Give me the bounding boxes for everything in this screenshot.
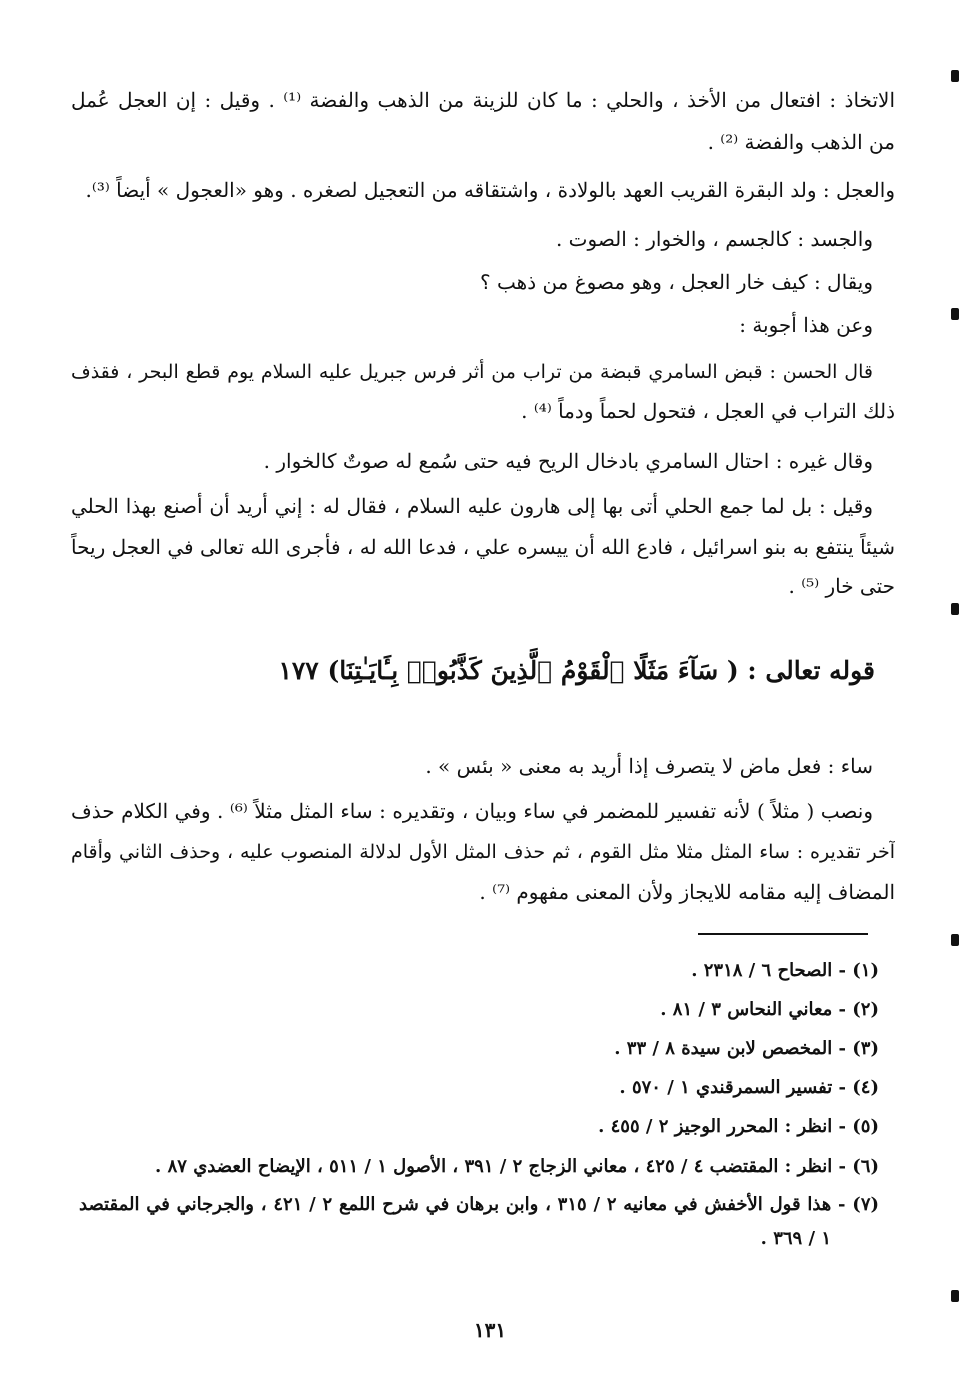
text-line: وعن هذا أجوبة : bbox=[739, 313, 873, 337]
binding-mark bbox=[951, 1290, 959, 1302]
footnote: (٧) - هذا قول الأخفش في معانيه ٢ / ٣١٥ ، وابن برهان في شرح اللمع ٢ / ٤٢١ ، والجرجاني في المقتصد bbox=[79, 1194, 879, 1215]
text-line: ونصب ( مثلاً ) لأنه تفسير للمضمر في ساء وبيان ، وتقديره : ساء المثل مثلاً ⁽⁶⁾ . وفي الكلام حذف bbox=[71, 799, 873, 823]
footnote: (٦) - انظر : المقتضب ٤ / ٤٢٥ ، معاني الزجاج ٢ / ٣٩١ ، الأصول ١ / ٥١١ ، الإيضاح العضدي ٨٧ . bbox=[155, 1156, 879, 1177]
footnote: (٢) - معاني النحاس ٣ / ٨١ . bbox=[660, 999, 879, 1020]
footnote: (٥) - انظر : المحرر الوجيز ٢ / ٤٥٥ . bbox=[598, 1116, 879, 1137]
binding-mark bbox=[951, 603, 959, 615]
text-line: قال الحسن : قبض السامري قبضة من تراب من أثر فرس جبريل عليه السلام يوم قطع البحر ، فقذف bbox=[71, 361, 873, 383]
text-line: والعجل : ولد البقرة القريب العهد بالولادة ، واشتقاقه من التعجيل لصغره . وهو «العجول » أيضاً ⁽³⁾. bbox=[85, 178, 895, 202]
footnote: (٤) - تفسير السمرقندي ١ / ٥٧٠ . bbox=[619, 1077, 879, 1098]
text-line: وقيل : بل لما جمع الحلي أتى بها إلى هارون عليه السلام ، فقال له : إني أريد أن أصنع بهذا الحلي bbox=[71, 494, 873, 518]
text-line: المضاف إليه مقامه للايجاز ولأن المعنى مفهوم ⁽⁷⁾ . bbox=[479, 880, 895, 904]
text-line: ساء : فعل ماض لا يتصرف إذا أريد به معنى « بئس » . bbox=[425, 754, 873, 778]
text-line: من الذهب والفضة ⁽²⁾ . bbox=[707, 130, 895, 154]
text-line: ذلك التراب في العجل ، فتحول لحماً ودماً ⁽⁴⁾ . bbox=[521, 399, 895, 423]
text-line: الاتخاذ : افتعال من الأخذ ، والحلي : ما كان للزينة من الذهب والفضة ⁽¹⁾ . وقيل : إن العجل عُمل bbox=[71, 88, 895, 112]
footnote: ١ / ٣٦٩ . bbox=[760, 1228, 831, 1249]
binding-mark bbox=[951, 308, 959, 320]
verse-heading: قوله تعالى : ( سَآءَ مَثَلًا ٱلْقَوْمُ ٱلَّذِينَ كَذَّبُوا۟ بِـَٔايَـٰتِنَا) ١٧٧ bbox=[278, 656, 875, 685]
binding-mark bbox=[951, 70, 959, 82]
text-line: حتى خار ⁽⁵⁾ . bbox=[788, 574, 895, 598]
text-line: ويقال : كيف خار العجل ، وهو مصوغ من ذهب ؟ bbox=[480, 270, 873, 294]
footnote: (٣) - المخصص لابن سيدة ٨ / ٣٣ . bbox=[614, 1038, 879, 1059]
text-line: آخر تقديره : ساء المثل مثلا مثل القوم ، ثم حذف المثل الأول لدلالة المنصوب عليه ، وحذف الثاني وأقام bbox=[71, 841, 895, 863]
page-number: ١٣١ bbox=[473, 1318, 507, 1342]
text-line: وقال غيره : احتال السامري بادخال الريح فيه حتى سُمع له صوتٌ كالخوار . bbox=[263, 449, 873, 473]
footnote: (١) - الصحاح ٦ / ٢٣١٨ . bbox=[691, 960, 879, 981]
text-line: شيئاً ينتفع به بنو اسرائيل ، فادع الله أن ييسره علي ، فدعا الله له ، فأجرى الله تعالى في العجل ريحاً bbox=[71, 535, 895, 559]
text-line: والجسد : كالجسم ، والخوار : الصوت . bbox=[555, 227, 873, 251]
binding-mark bbox=[951, 934, 959, 946]
footnote-divider bbox=[698, 933, 868, 935]
